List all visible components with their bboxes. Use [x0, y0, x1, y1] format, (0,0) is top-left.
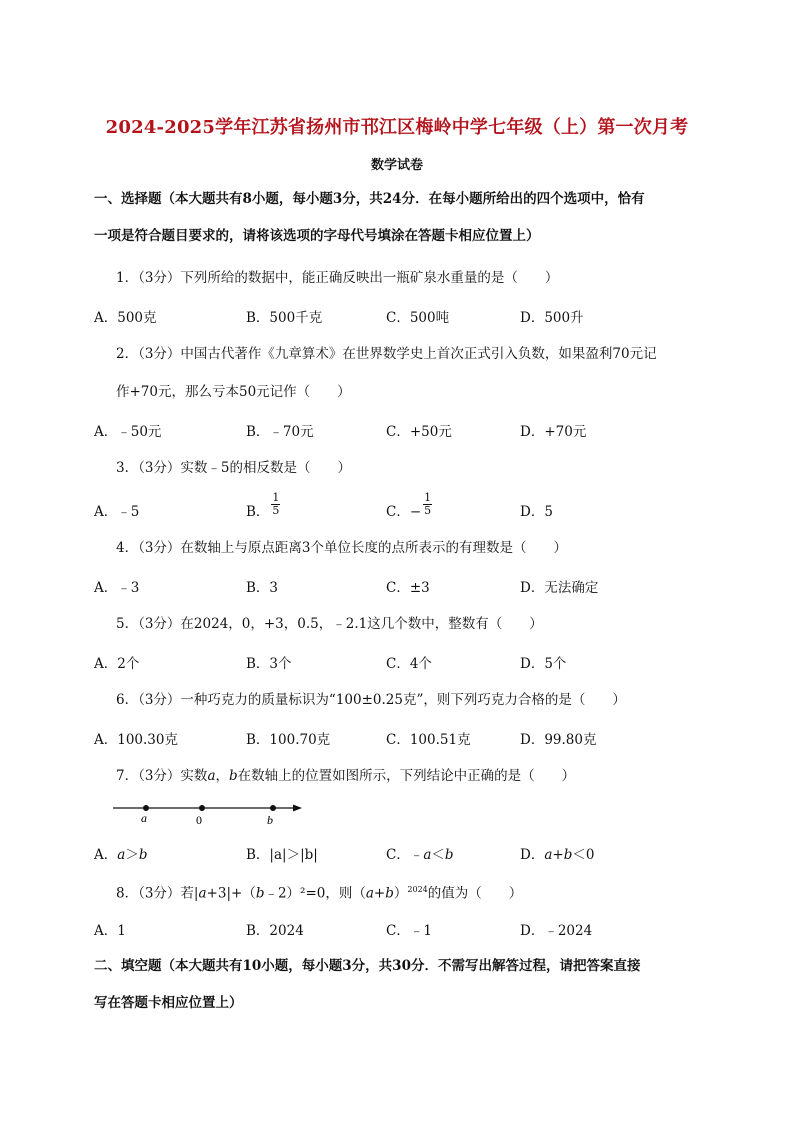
q7-option-d — [520, 843, 594, 863]
section1-heading — [94, 181, 706, 255]
q8-stem-end: ） — [393, 885, 408, 902]
question-3: 3．（3分）实数﹣5的相反数是（ ） — [116, 460, 352, 476]
section2-line2: 写在答题卡相应位置上） — [94, 995, 243, 1011]
q8-stem-mid2: ﹣2）²=0，则（ — [264, 885, 366, 902]
q7-option-a — [94, 843, 147, 863]
q7-option-a-letter: A． — [94, 847, 118, 863]
question-2-line1: 2．（3分）中国古代著作《九章算术》在世界数学史上首次正式引入负数，如果盈利70元记 — [116, 346, 657, 362]
question-6-options — [94, 728, 714, 750]
section2-line1: 二、填空题（本大题共有10小题，每小题3分，共30分．不需写出解答过程，请把答案直接 — [94, 958, 641, 974]
label-a: a — [141, 811, 147, 825]
q3-option-c — [386, 491, 432, 520]
q1-option-a: A．500克 — [94, 310, 157, 326]
q5-option-d: D．5个 — [520, 656, 567, 672]
q4-option-a: A．﹣3 — [94, 580, 140, 596]
q2-option-d: D．+70元 — [520, 424, 587, 440]
q3-option-d: D．5 — [520, 504, 553, 520]
q5-option-c: C．4个 — [386, 656, 432, 672]
q7-option-c-left: a — [423, 847, 432, 863]
q3-option-b — [246, 491, 280, 520]
q3-fraction-c-numerator: 1 — [424, 491, 432, 504]
q8-var-ab: a+b — [365, 885, 394, 902]
q8-exponent: 2024 — [407, 885, 428, 894]
exam-title: 2024-2025学年江苏省扬州市邗江区梅岭中学七年级（上）第一次月考 — [105, 117, 689, 138]
question-2-line2: 作+70元，那么亏本50元记作（ ） — [116, 384, 351, 400]
q7-option-c-right: b — [444, 847, 454, 863]
q6-option-d: D．99.80克 — [520, 732, 597, 748]
number-line-figure — [110, 796, 310, 830]
q7-option-a-left: a — [117, 847, 126, 863]
q7-stem-post: 在数轴上的位置如图所示，下列结论中正确的是（ ） — [237, 768, 576, 784]
q7-var-b: b — [229, 768, 238, 784]
q2-option-a: A．﹣50元 — [94, 424, 162, 440]
q3-fraction-c — [423, 492, 432, 517]
label-zero: 0 — [196, 813, 202, 827]
q6-option-b: B．100.70克 — [246, 732, 331, 748]
question-3-options — [94, 492, 714, 526]
q7-option-a-op: ＞ — [125, 847, 139, 863]
question-5: 5．（3分）在2024，0，+3，0.5，﹣2.1这几个数中，整数有（ ） — [116, 616, 543, 632]
section2-heading — [94, 948, 706, 1022]
question-4-options — [94, 576, 714, 598]
q1-option-b: B．500千克 — [246, 310, 323, 326]
q6-option-a: A．100.30克 — [94, 732, 178, 748]
q1-option-d: D．500升 — [520, 310, 584, 326]
q3-fraction-b-numerator: 1 — [272, 491, 280, 504]
q7-option-d-letter: D． — [520, 847, 545, 863]
q2-option-c: C．+50元 — [386, 424, 452, 440]
q4-option-d: D．无法确定 — [520, 580, 599, 596]
q7-var-a: a — [207, 768, 216, 784]
q7-stem-pre: 7．（3分）实数 — [116, 768, 208, 784]
question-8 — [116, 880, 716, 904]
q7-option-c-op: ＜ — [431, 847, 445, 863]
q4-option-b: B．3 — [246, 580, 279, 596]
q3-option-c-letter: C． — [386, 504, 410, 520]
exam-subtitle: 数学试卷 — [370, 158, 423, 173]
q5-option-b: B．3个 — [246, 656, 292, 672]
q8-option-a: A．1 — [94, 923, 126, 939]
question-4: 4．（3分）在数轴上与原点距离3个单位长度的点所表示的有理数是（ ） — [116, 540, 568, 556]
q8-stem-mid1: +3|+（ — [206, 885, 256, 902]
section1-line2: 一项是符合题目要求的，请将该选项的字母代号填涂在答题卡相应位置上） — [94, 228, 540, 244]
question-5-options — [94, 652, 714, 674]
q8-var-b: b — [255, 885, 265, 902]
question-1-options — [94, 306, 714, 328]
question-7 — [116, 766, 716, 786]
q8-var-a: a — [198, 885, 207, 902]
q7-option-d-op: ＜0 — [572, 847, 595, 863]
q5-option-a: A．2个 — [94, 656, 140, 672]
question-1: 1．（3分）下列所给的数据中，能正确反映出一瓶矿泉水重量的是（ ） — [116, 270, 559, 286]
q2-option-b: B．﹣70元 — [246, 424, 314, 440]
q3-option-a: A．﹣5 — [94, 504, 140, 520]
q1-option-c: C．500吨 — [386, 310, 450, 326]
q8-stem-tail: 的值为（ ） — [427, 885, 523, 902]
q3-fraction-b — [271, 492, 280, 517]
q7-option-c — [386, 843, 454, 863]
q4-option-c: C．±3 — [386, 580, 430, 596]
q3-option-b-letter: B． — [246, 504, 270, 520]
q3-fraction-c-denominator: 5 — [424, 504, 432, 517]
q3-fraction-b-denominator: 5 — [272, 504, 280, 517]
q7-option-a-right: b — [138, 847, 148, 863]
q7-option-d-expr: a+b — [544, 847, 573, 863]
q7-stem-mid: ， — [215, 768, 229, 784]
point-zero — [199, 805, 205, 811]
q7-option-c-letter: C．﹣ — [386, 847, 424, 863]
point-b — [270, 805, 276, 811]
number-line-arrow — [293, 805, 302, 812]
q8-stem-pre: 8．（3分）若| — [116, 885, 199, 902]
section1-line1: 一、选择题（本大题共有8小题，每小题3分，共24分．在每小题所给出的四个选项中，恰有 — [94, 191, 645, 207]
q7-option-b: B．|a|＞|b| — [246, 847, 318, 863]
q8-option-b: B．2024 — [246, 923, 304, 939]
question-7-options — [94, 843, 714, 865]
question-2-options — [94, 420, 714, 442]
q3-option-c-sign: − — [409, 504, 422, 520]
question-6: 6．（3分）一种巧克力的质量标识为“100±0.25克”，则下列巧克力合格的是（ ） — [116, 692, 626, 708]
q6-option-c: C．100.51克 — [386, 732, 471, 748]
question-8-options — [94, 919, 714, 941]
label-b: b — [267, 813, 273, 827]
q8-option-d: D．﹣2024 — [520, 923, 593, 939]
q8-option-c: C．﹣1 — [386, 923, 432, 939]
